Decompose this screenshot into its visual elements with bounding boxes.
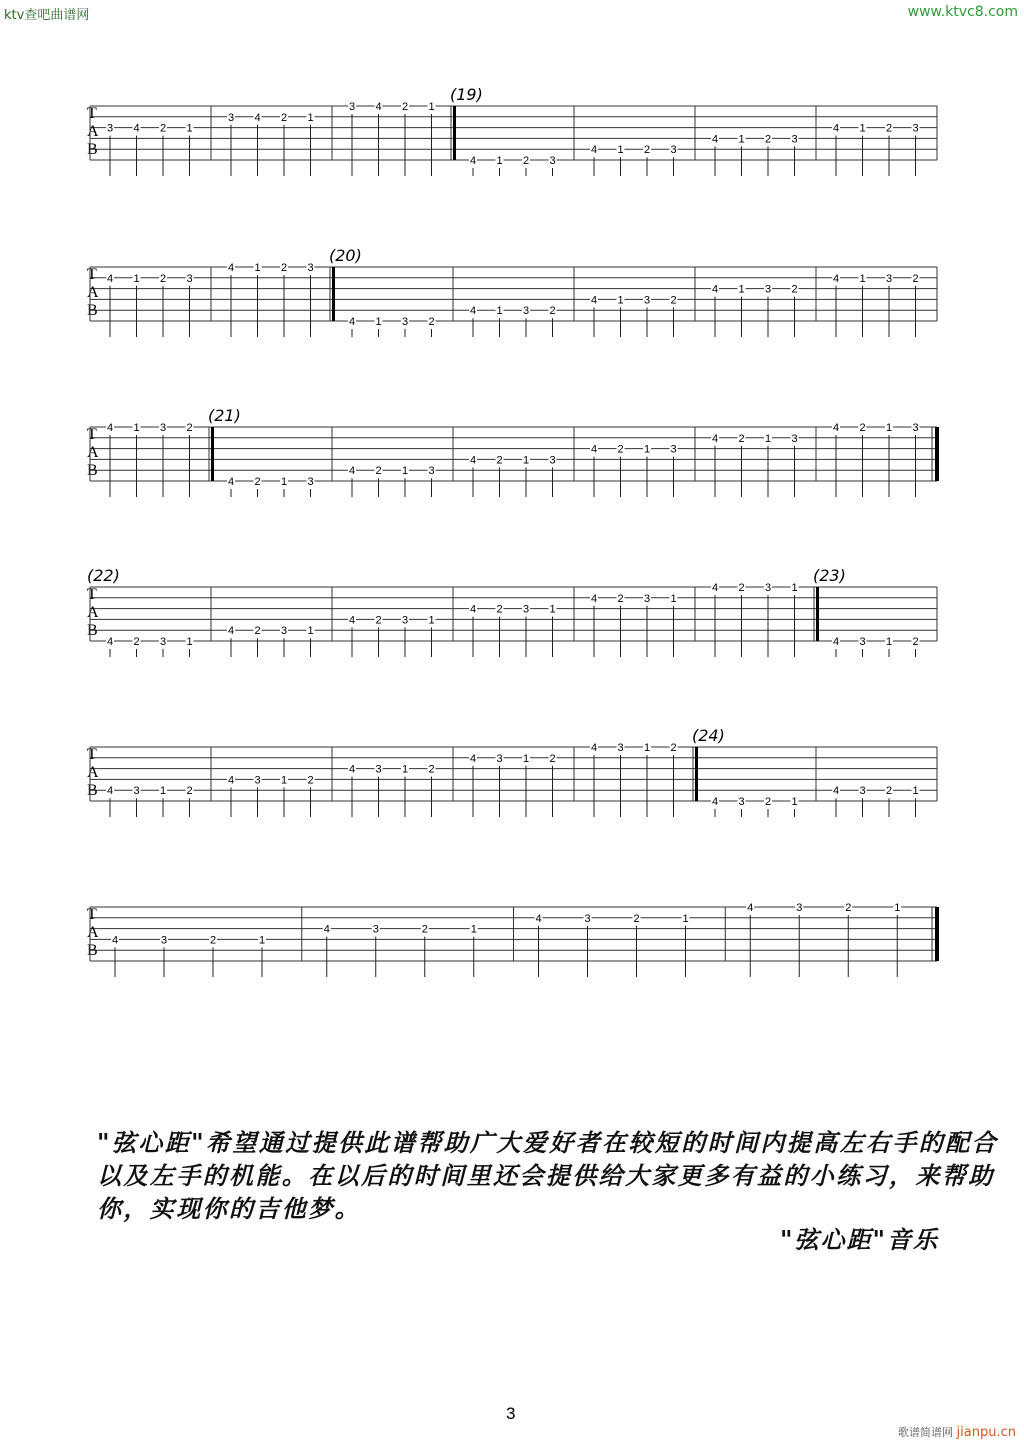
fret-number: 1 bbox=[428, 614, 435, 627]
tab-clef-letter: B bbox=[87, 462, 98, 479]
fret-number: 3 bbox=[796, 902, 803, 914]
fret-number: 3 bbox=[791, 133, 798, 146]
fret-number: 1 bbox=[133, 272, 140, 285]
double-barline-thick bbox=[816, 587, 819, 641]
page-number: 3 bbox=[506, 1404, 516, 1423]
fret-number: 1 bbox=[186, 636, 193, 648]
tab-clef-letter: B bbox=[87, 622, 98, 639]
fret-number: 4 bbox=[106, 422, 114, 434]
double-barline-thick bbox=[332, 267, 335, 321]
paragraph-line: 以及左手的机能。在以后的时间里还会提供给大家更多有益的小练习，来帮助 bbox=[97, 1161, 995, 1190]
fret-number: 1 bbox=[496, 305, 503, 318]
fret-number: 4 bbox=[133, 122, 140, 135]
fret-number: 4 bbox=[106, 785, 114, 798]
fret-number: 2 bbox=[617, 443, 624, 456]
fret-number: 2 bbox=[764, 133, 772, 146]
paragraph-line: "弦心距"希望通过提供此谱帮助广大爱好者在较短的时间内提高左右手的配合 bbox=[97, 1128, 999, 1157]
fret-number: 2 bbox=[159, 122, 167, 135]
fret-number: 2 bbox=[885, 785, 893, 798]
double-barline-thick bbox=[211, 427, 214, 481]
fret-number: 2 bbox=[428, 763, 435, 776]
fret-number: 2 bbox=[159, 272, 167, 285]
fret-number: 3 bbox=[106, 122, 114, 135]
fret-number: 3 bbox=[522, 305, 530, 318]
fret-number: 2 bbox=[885, 122, 893, 135]
fret-number: 1 bbox=[496, 155, 503, 167]
fret-number: 3 bbox=[496, 752, 503, 765]
fret-number: 2 bbox=[375, 465, 382, 478]
fret-number: 4 bbox=[348, 763, 356, 776]
fret-number: 1 bbox=[643, 443, 651, 456]
fret-number: 1 bbox=[280, 476, 288, 488]
fret-number: 1 bbox=[375, 316, 382, 328]
fret-number: 4 bbox=[469, 752, 477, 765]
fret-number: 3 bbox=[912, 422, 919, 434]
fret-number: 4 bbox=[832, 636, 840, 648]
tab-clef-letter: T bbox=[87, 906, 97, 923]
fret-number: 2 bbox=[307, 774, 314, 787]
fret-number: 2 bbox=[401, 101, 409, 113]
fret-number: 1 bbox=[617, 144, 624, 157]
fret-number: 4 bbox=[323, 923, 330, 936]
fret-number: 1 bbox=[470, 923, 477, 936]
tab-system bbox=[87, 901, 939, 977]
fret-number: 4 bbox=[469, 603, 477, 616]
watermark-cn: 歌谱简谱网 bbox=[898, 1426, 954, 1439]
tab-clef-letter: A bbox=[87, 284, 99, 301]
fret-number: 4 bbox=[348, 465, 356, 478]
fret-number: 3 bbox=[549, 155, 556, 167]
fret-number: 3 bbox=[159, 636, 167, 648]
fret-number: 2 bbox=[912, 272, 919, 285]
fret-number: 1 bbox=[549, 603, 556, 616]
tab-clef-letter: B bbox=[87, 942, 98, 959]
site-logo-left: ktv查吧曲谱网 bbox=[4, 8, 90, 23]
fret-number: 4 bbox=[348, 614, 356, 627]
fret-number: 3 bbox=[133, 785, 140, 798]
fret-number: 1 bbox=[682, 912, 689, 925]
fret-number: 1 bbox=[133, 422, 140, 434]
tab-system bbox=[87, 406, 939, 497]
fret-number: 1 bbox=[643, 742, 651, 754]
fret-number: 3 bbox=[372, 923, 379, 936]
fret-number: 3 bbox=[617, 742, 624, 754]
section-number: (20) bbox=[329, 246, 362, 265]
fret-number: 2 bbox=[186, 422, 193, 434]
section-number: (23) bbox=[813, 566, 846, 585]
fret-number: 3 bbox=[227, 111, 235, 124]
fret-number: 4 bbox=[711, 133, 719, 146]
section-number: (21) bbox=[208, 406, 241, 425]
fret-number: 4 bbox=[111, 934, 119, 947]
tab-system bbox=[87, 85, 937, 176]
section-number: (22) bbox=[87, 566, 120, 585]
fret-number: 4 bbox=[590, 144, 598, 157]
tab-clef-letter: A bbox=[87, 123, 99, 140]
tab-clef-letter: T bbox=[87, 586, 97, 603]
final-barline-thick bbox=[935, 427, 939, 481]
fret-number: 3 bbox=[401, 316, 409, 328]
fret-number: 1 bbox=[401, 763, 409, 776]
fret-number: 2 bbox=[428, 316, 435, 328]
fret-number: 4 bbox=[747, 902, 754, 914]
fret-number: 3 bbox=[401, 614, 409, 627]
fret-number: 1 bbox=[401, 465, 409, 478]
fret-number: 4 bbox=[590, 294, 598, 307]
fret-number: 4 bbox=[469, 454, 477, 467]
fret-number: 2 bbox=[859, 422, 866, 434]
fret-number: 1 bbox=[617, 294, 624, 307]
fret-number: 2 bbox=[496, 603, 503, 616]
fret-number: 4 bbox=[469, 155, 477, 167]
fret-number: 1 bbox=[859, 272, 866, 285]
double-barline-thick bbox=[695, 747, 698, 801]
paragraph-line: 你，实现你的吉他梦。 bbox=[97, 1194, 361, 1223]
fret-number: 3 bbox=[186, 272, 193, 285]
fret-number: 4 bbox=[711, 283, 719, 296]
fret-number: 1 bbox=[307, 625, 314, 638]
fret-number: 3 bbox=[859, 785, 866, 798]
fret-number: 2 bbox=[209, 934, 217, 947]
fret-number: 3 bbox=[375, 763, 382, 776]
watermark-en: jianpu.cn bbox=[956, 1425, 1016, 1440]
fret-number: 3 bbox=[307, 262, 314, 274]
tab-clef-letter: A bbox=[87, 764, 99, 781]
fret-number: 4 bbox=[590, 742, 598, 754]
fret-number: 1 bbox=[885, 422, 893, 434]
tab-clef-letter: T bbox=[87, 426, 97, 443]
fret-number: 3 bbox=[670, 144, 677, 157]
section-number: (24) bbox=[692, 726, 725, 745]
fret-number: 2 bbox=[549, 752, 556, 765]
fret-number: 2 bbox=[738, 432, 745, 445]
fret-number: 4 bbox=[469, 305, 477, 318]
fret-number: 1 bbox=[522, 752, 530, 765]
fret-number: 3 bbox=[912, 122, 919, 135]
fret-number: 2 bbox=[375, 614, 382, 627]
fret-number: 3 bbox=[307, 476, 314, 488]
fret-number: 2 bbox=[280, 262, 288, 274]
fret-number: 1 bbox=[894, 902, 901, 914]
fret-number: 4 bbox=[711, 432, 719, 445]
tab-clef-letter: B bbox=[87, 141, 98, 158]
fret-number: 2 bbox=[670, 742, 677, 754]
fret-number: 4 bbox=[711, 796, 719, 808]
fret-number: 1 bbox=[764, 432, 772, 445]
fret-number: 4 bbox=[254, 111, 261, 124]
section-number: (19) bbox=[450, 85, 483, 104]
fret-number: 3 bbox=[643, 592, 651, 605]
fret-number: 2 bbox=[643, 144, 651, 157]
fret-number: 3 bbox=[791, 432, 798, 445]
fret-number: 3 bbox=[764, 582, 772, 594]
fret-number: 2 bbox=[764, 796, 772, 808]
fret-number: 3 bbox=[764, 283, 772, 296]
fret-number: 3 bbox=[160, 934, 168, 947]
tab-clef-letter: B bbox=[87, 782, 98, 799]
fret-number: 2 bbox=[254, 625, 261, 638]
closing-paragraph bbox=[97, 1126, 999, 1225]
fret-number: 3 bbox=[643, 294, 651, 307]
fret-number: 2 bbox=[421, 923, 428, 936]
double-barline-thick bbox=[453, 106, 456, 160]
fret-number: 4 bbox=[590, 592, 598, 605]
fret-number: 1 bbox=[159, 785, 167, 798]
fret-number: 3 bbox=[522, 603, 530, 616]
fret-number: 1 bbox=[258, 934, 266, 947]
fret-number: 3 bbox=[885, 272, 893, 285]
fret-number: 2 bbox=[549, 305, 556, 318]
fret-number: 4 bbox=[375, 101, 382, 113]
fret-number: 4 bbox=[106, 636, 114, 648]
fret-number: 1 bbox=[885, 636, 893, 648]
fret-number: 3 bbox=[738, 796, 745, 808]
tab-system bbox=[87, 566, 937, 657]
fret-number: 3 bbox=[428, 465, 435, 478]
fret-number: 2 bbox=[496, 454, 503, 467]
tab-clef-letter: B bbox=[87, 302, 98, 319]
fret-number: 3 bbox=[348, 101, 356, 113]
fret-number: 2 bbox=[670, 294, 677, 307]
fret-number: 3 bbox=[670, 443, 677, 456]
fret-number: 4 bbox=[832, 422, 840, 434]
fret-number: 3 bbox=[254, 774, 261, 787]
fret-number: 4 bbox=[832, 785, 840, 798]
fret-number: 4 bbox=[535, 912, 542, 925]
fret-number: 2 bbox=[254, 476, 261, 488]
tab-clef-letter: A bbox=[87, 924, 99, 941]
tab-clef-letter: A bbox=[87, 444, 99, 461]
fret-number: 1 bbox=[859, 122, 866, 135]
fret-number: 4 bbox=[106, 272, 114, 285]
tab-system bbox=[87, 726, 937, 817]
fret-number: 3 bbox=[549, 454, 556, 467]
fret-number: 4 bbox=[227, 262, 235, 274]
fret-number: 1 bbox=[791, 582, 798, 594]
tab-clef-letter: A bbox=[87, 604, 99, 621]
fret-number: 4 bbox=[227, 476, 235, 488]
fret-number: 4 bbox=[227, 774, 235, 787]
tab-clef-letter: T bbox=[87, 105, 97, 122]
fret-number: 1 bbox=[428, 101, 435, 113]
fret-number: 1 bbox=[307, 111, 314, 124]
fret-number: 1 bbox=[738, 133, 745, 146]
fret-number: 4 bbox=[227, 625, 235, 638]
watermark bbox=[898, 1424, 1016, 1440]
fret-number: 1 bbox=[522, 454, 530, 467]
fret-number: 3 bbox=[280, 625, 288, 638]
site-url-right: www.ktvc8.com bbox=[907, 4, 1018, 20]
signature: "弦心距"音乐 bbox=[780, 1225, 940, 1254]
fret-number: 4 bbox=[348, 316, 356, 328]
fret-number: 4 bbox=[711, 582, 719, 594]
fret-number: 2 bbox=[845, 902, 852, 914]
fret-number: 2 bbox=[617, 592, 624, 605]
fret-number: 2 bbox=[738, 582, 745, 594]
fret-number: 1 bbox=[254, 262, 261, 274]
fret-number: 2 bbox=[912, 636, 919, 648]
tab-system bbox=[87, 246, 937, 337]
fret-number: 3 bbox=[159, 422, 167, 434]
fret-number: 3 bbox=[859, 636, 866, 648]
fret-number: 2 bbox=[791, 283, 798, 296]
fret-number: 3 bbox=[584, 912, 591, 925]
fret-number: 2 bbox=[633, 912, 640, 925]
final-barline-thick bbox=[935, 907, 939, 961]
tab-clef-letter: T bbox=[87, 746, 97, 763]
fret-number: 1 bbox=[670, 592, 677, 605]
fret-number: 1 bbox=[186, 122, 193, 135]
fret-number: 4 bbox=[832, 272, 840, 285]
fret-number: 1 bbox=[280, 774, 288, 787]
fret-number: 4 bbox=[590, 443, 598, 456]
fret-number: 1 bbox=[912, 785, 919, 798]
fret-number: 2 bbox=[280, 111, 288, 124]
fret-number: 1 bbox=[791, 796, 798, 808]
fret-number: 4 bbox=[832, 122, 840, 135]
fret-number: 2 bbox=[186, 785, 193, 798]
tab-clef-letter: T bbox=[87, 266, 97, 283]
fret-number: 2 bbox=[133, 636, 140, 648]
fret-number: 1 bbox=[738, 283, 745, 296]
fret-number: 2 bbox=[522, 155, 530, 167]
